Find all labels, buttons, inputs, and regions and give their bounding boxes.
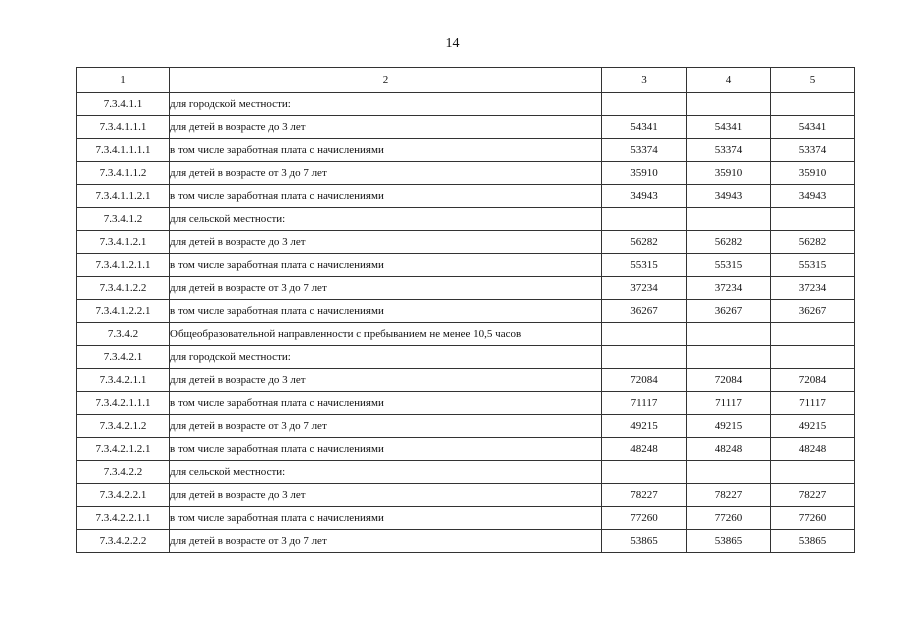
- row-code-cell: 7.3.4.1.1.1.1: [77, 139, 170, 162]
- table-body: [77, 93, 855, 553]
- row-description-cell: для детей в возрасте от 3 до 7 лет: [170, 415, 602, 438]
- row-description-cell: в том числе заработная плата с начислениями: [170, 139, 602, 162]
- row-value-col-5: 72084: [771, 369, 855, 392]
- row-description-cell: для детей в возрасте до 3 лет: [170, 484, 602, 507]
- row-value-col-3: 49215: [602, 415, 687, 438]
- row-value-col-4: 72084: [687, 369, 771, 392]
- table-row: [77, 277, 855, 300]
- row-description-cell: Общеобразовательной направленности с пребыванием не менее 10,5 часов: [170, 323, 602, 346]
- row-value-col-3: 53865: [602, 530, 687, 553]
- row-value-col-5: 77260: [771, 507, 855, 530]
- row-value-col-3: 54341: [602, 116, 687, 139]
- header-col-1: 1: [77, 68, 170, 93]
- row-value-col-5: [771, 93, 855, 116]
- table-row: [77, 185, 855, 208]
- row-value-col-4: 35910: [687, 162, 771, 185]
- row-value-col-5: 48248: [771, 438, 855, 461]
- row-description-cell: в том числе заработная плата с начислениями: [170, 507, 602, 530]
- row-value-col-4: 53374: [687, 139, 771, 162]
- row-value-col-4: [687, 461, 771, 484]
- row-code-cell: 7.3.4.2.2.2: [77, 530, 170, 553]
- row-value-col-3: [602, 346, 687, 369]
- row-description-cell: для городской местности:: [170, 346, 602, 369]
- table-row: [77, 507, 855, 530]
- row-code-cell: 7.3.4.2.1.1: [77, 369, 170, 392]
- row-description-cell: для детей в возрасте до 3 лет: [170, 369, 602, 392]
- row-value-col-4: [687, 346, 771, 369]
- table-row: [77, 369, 855, 392]
- row-value-col-5: 78227: [771, 484, 855, 507]
- table-row: [77, 231, 855, 254]
- row-description-cell: для детей в возрасте от 3 до 7 лет: [170, 277, 602, 300]
- table-row: [77, 461, 855, 484]
- row-description-cell: для детей в возрасте от 3 до 7 лет: [170, 530, 602, 553]
- row-value-col-4: 78227: [687, 484, 771, 507]
- table-row: [77, 438, 855, 461]
- row-description-cell: для детей в возрасте до 3 лет: [170, 231, 602, 254]
- row-code-cell: 7.3.4.1.2.1: [77, 231, 170, 254]
- row-value-col-3: [602, 323, 687, 346]
- row-code-cell: 7.3.4.1.2: [77, 208, 170, 231]
- row-value-col-3: [602, 93, 687, 116]
- row-value-col-5: 56282: [771, 231, 855, 254]
- header-col-5: 5: [771, 68, 855, 93]
- row-value-col-3: 71117: [602, 392, 687, 415]
- row-description-cell: для сельской местности:: [170, 208, 602, 231]
- row-code-cell: 7.3.4.1.1.1: [77, 116, 170, 139]
- row-value-col-5: 53374: [771, 139, 855, 162]
- row-value-col-4: 77260: [687, 507, 771, 530]
- row-value-col-5: [771, 346, 855, 369]
- row-code-cell: 7.3.4.1.1: [77, 93, 170, 116]
- row-description-cell: в том числе заработная плата с начислениями: [170, 254, 602, 277]
- row-description-cell: в том числе заработная плата с начислениями: [170, 438, 602, 461]
- row-value-col-4: 53865: [687, 530, 771, 553]
- row-code-cell: 7.3.4.2.2.1: [77, 484, 170, 507]
- row-value-col-4: 49215: [687, 415, 771, 438]
- table-row: [77, 93, 855, 116]
- row-value-col-4: 55315: [687, 254, 771, 277]
- row-value-col-3: 72084: [602, 369, 687, 392]
- row-value-col-5: 35910: [771, 162, 855, 185]
- row-description-cell: для сельской местности:: [170, 461, 602, 484]
- row-value-col-3: 37234: [602, 277, 687, 300]
- table-row: [77, 346, 855, 369]
- row-code-cell: 7.3.4.1.1.2: [77, 162, 170, 185]
- row-value-col-4: 54341: [687, 116, 771, 139]
- table-row: [77, 392, 855, 415]
- row-code-cell: 7.3.4.2.1.2: [77, 415, 170, 438]
- table-row: [77, 530, 855, 553]
- row-value-col-3: 55315: [602, 254, 687, 277]
- row-value-col-5: 53865: [771, 530, 855, 553]
- row-value-col-5: [771, 208, 855, 231]
- row-value-col-3: [602, 208, 687, 231]
- row-value-col-5: 54341: [771, 116, 855, 139]
- row-value-col-4: [687, 323, 771, 346]
- row-value-col-4: 48248: [687, 438, 771, 461]
- row-value-col-3: 56282: [602, 231, 687, 254]
- table-row: [77, 415, 855, 438]
- table-row: [77, 162, 855, 185]
- row-value-col-4: 56282: [687, 231, 771, 254]
- row-code-cell: 7.3.4.2.2.1.1: [77, 507, 170, 530]
- row-value-col-3: 77260: [602, 507, 687, 530]
- header-col-2: 2: [170, 68, 602, 93]
- row-value-col-4: 36267: [687, 300, 771, 323]
- row-code-cell: 7.3.4.1.2.2: [77, 277, 170, 300]
- row-value-col-5: [771, 323, 855, 346]
- row-value-col-4: 34943: [687, 185, 771, 208]
- row-description-cell: в том числе заработная плата с начислениями: [170, 185, 602, 208]
- row-value-col-4: 71117: [687, 392, 771, 415]
- table-row: [77, 484, 855, 507]
- table-row: [77, 208, 855, 231]
- row-value-col-5: 49215: [771, 415, 855, 438]
- row-value-col-3: 34943: [602, 185, 687, 208]
- row-code-cell: 7.3.4.2: [77, 323, 170, 346]
- row-value-col-4: 37234: [687, 277, 771, 300]
- row-value-col-5: 55315: [771, 254, 855, 277]
- row-value-col-5: [771, 461, 855, 484]
- data-table: [76, 67, 855, 553]
- row-value-col-5: 34943: [771, 185, 855, 208]
- page-number: 14: [445, 36, 460, 51]
- table-row: [77, 254, 855, 277]
- row-value-col-3: 78227: [602, 484, 687, 507]
- row-value-col-3: [602, 461, 687, 484]
- row-value-col-3: 48248: [602, 438, 687, 461]
- row-description-cell: в том числе заработная плата с начислениями: [170, 300, 602, 323]
- row-code-cell: 7.3.4.2.1.1.1: [77, 392, 170, 415]
- row-code-cell: 7.3.4.2.2: [77, 461, 170, 484]
- row-description-cell: в том числе заработная плата с начислениями: [170, 392, 602, 415]
- table-row: [77, 116, 855, 139]
- row-description-cell: для городской местности:: [170, 93, 602, 116]
- row-value-col-5: 37234: [771, 277, 855, 300]
- row-code-cell: 7.3.4.2.1: [77, 346, 170, 369]
- row-value-col-5: 71117: [771, 392, 855, 415]
- row-code-cell: 7.3.4.1.2.1.1: [77, 254, 170, 277]
- row-value-col-5: 36267: [771, 300, 855, 323]
- row-code-cell: 7.3.4.1.1.2.1: [77, 185, 170, 208]
- row-value-col-3: 35910: [602, 162, 687, 185]
- header-col-3: 3: [602, 68, 687, 93]
- row-value-col-4: [687, 93, 771, 116]
- row-value-col-3: 53374: [602, 139, 687, 162]
- table-header-row: [77, 68, 855, 93]
- row-code-cell: 7.3.4.2.1.2.1: [77, 438, 170, 461]
- table-row: [77, 139, 855, 162]
- row-description-cell: для детей в возрасте до 3 лет: [170, 116, 602, 139]
- table-row: [77, 300, 855, 323]
- row-value-col-4: [687, 208, 771, 231]
- row-description-cell: для детей в возрасте от 3 до 7 лет: [170, 162, 602, 185]
- header-col-4: 4: [687, 68, 771, 93]
- row-code-cell: 7.3.4.1.2.2.1: [77, 300, 170, 323]
- table-row: [77, 323, 855, 346]
- row-value-col-3: 36267: [602, 300, 687, 323]
